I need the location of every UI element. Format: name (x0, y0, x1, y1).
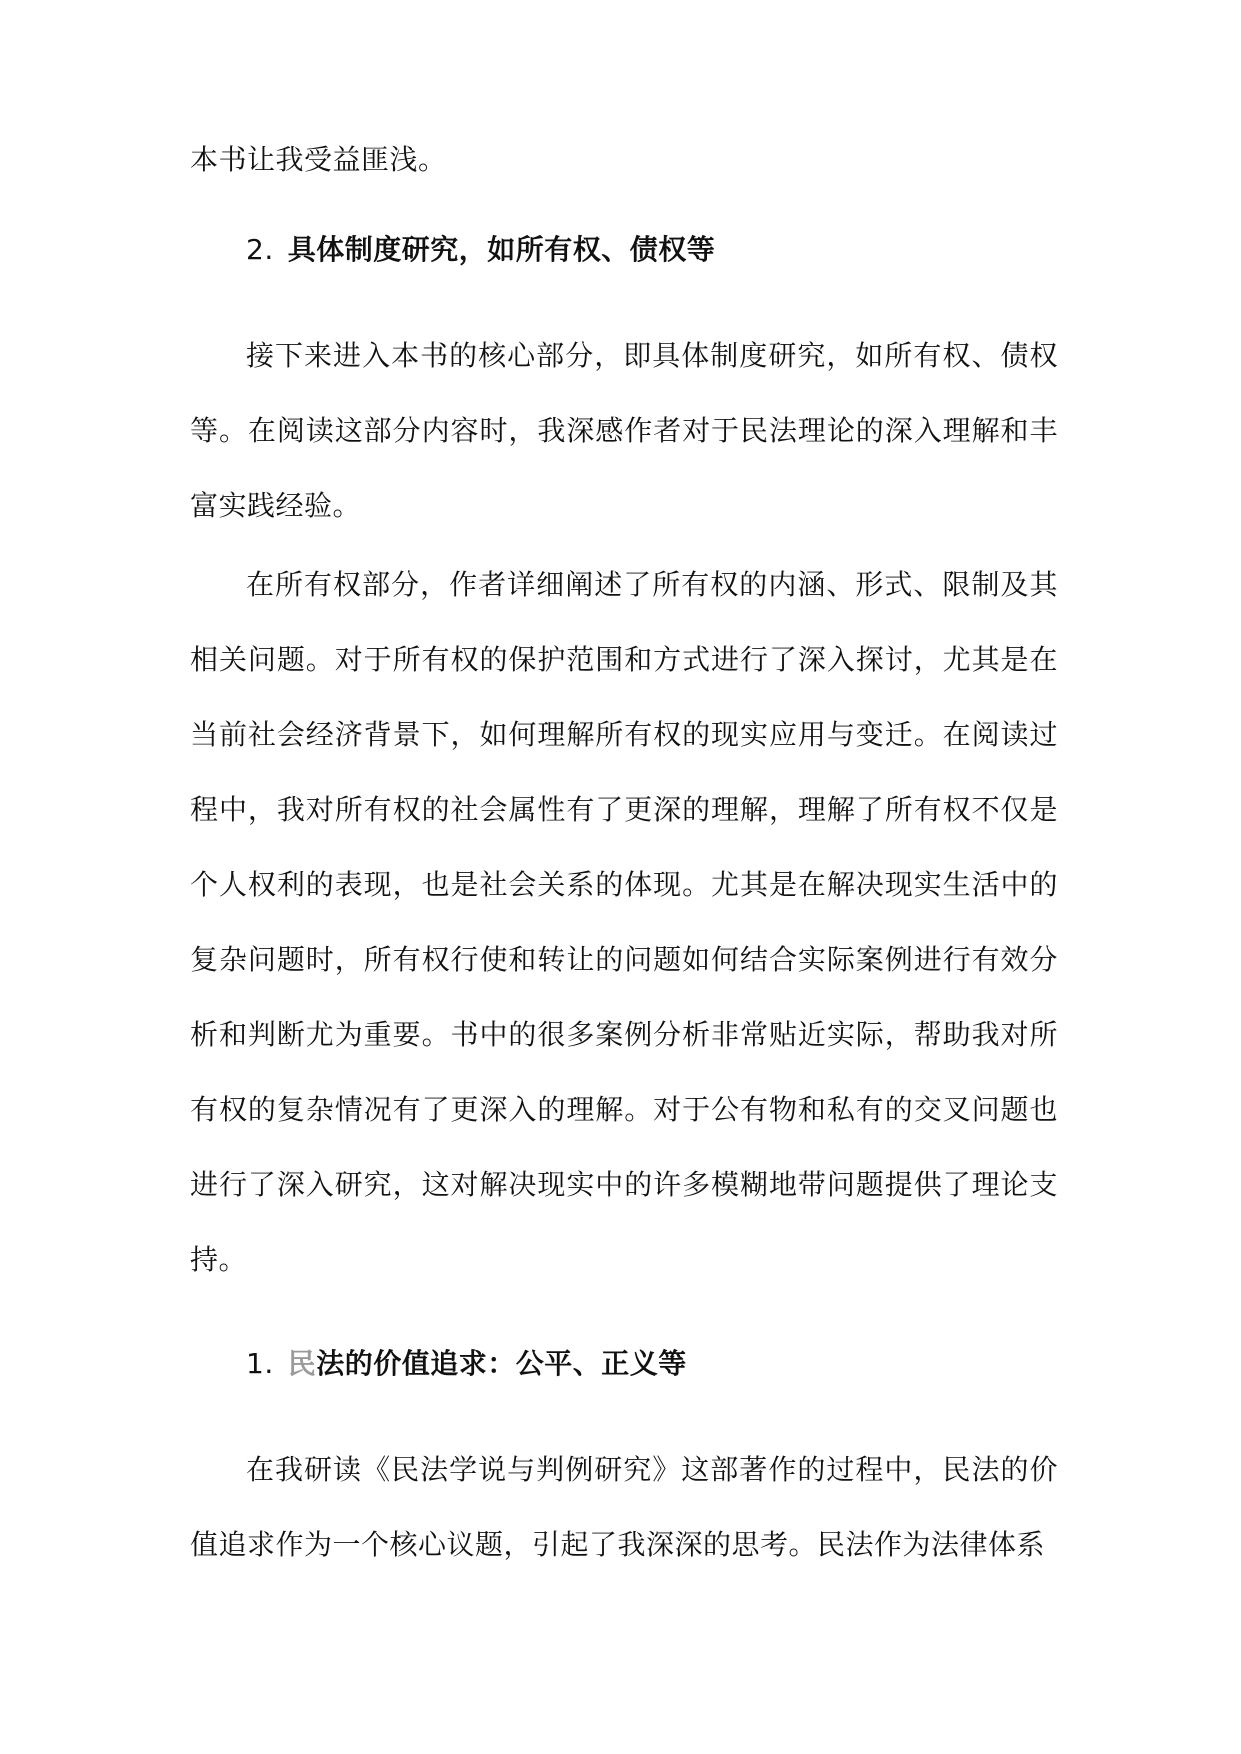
paragraph-ownership: 在所有权部分，作者详细阐述了所有权的内涵、形式、限制及其相关问题。对于所有权的保护范围和方式进行了深入探讨，尤其是在当前社会经济背景下，如何理解所有权的现实应用与变迁。在阅读过程中，我对所有权的社会属性有了更深的理解，理解了所有权不仅是个人权利的表现，也是社会关系的体现。尤其是在解决现实生活中的复杂问题时，所有权行使和转让的问题如何结合实际案例进行有效分析和判断尤为重要。书中的很多案例分析非常贴近实际，帮助我对所有权的复杂情况有了更深入的理解。对于公有物和私有的交叉问题也进行了深入研究，这对解决现实中的许多模糊地带问题提供了理论支持。 (190, 568, 1058, 1276)
section-title: 具体制度研究，如所有权、债权等 (287, 233, 716, 266)
paragraph-core-section: 接下来进入本书的核心部分，即具体制度研究，如所有权、债权等。在阅读这部分内容时，我深感作者对于民法理论的深入理解和丰富实践经验。 (190, 339, 1058, 522)
section-title: 法的价值追求：公平、正义等 (316, 1347, 687, 1380)
section-heading-civil-law-values (246, 1326, 1058, 1401)
section-number: 2. (246, 233, 274, 266)
paragraph-value-pursuit: 在我研读《民法学说与判例研究》这部著作的过程中，民法的价值追求作为一个核心议题，引起了我深深的思考。民法作为法律体系 (190, 1453, 1058, 1561)
section-number: 1. (246, 1347, 274, 1380)
paragraph-intro-end: 本书让我受益匪浅。 (190, 143, 447, 176)
section-heading-specific-institutions (246, 212, 1058, 287)
section-title-first-char: 民 (287, 1347, 317, 1380)
